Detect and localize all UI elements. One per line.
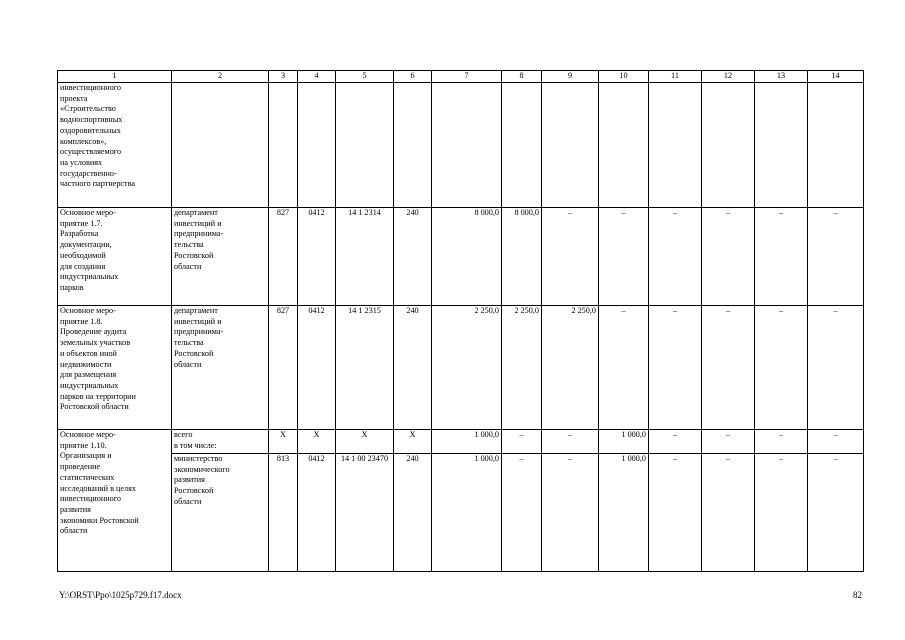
amount-year [599, 83, 649, 208]
csr-code: 14 1 2315 [336, 306, 394, 430]
grbs-code: 827 [269, 208, 298, 306]
table-row [58, 83, 864, 208]
responsible-executor: всего в том числе: [172, 430, 269, 454]
responsible-executor [172, 83, 269, 208]
column-number-row [58, 71, 864, 83]
amount-total: 1 000,0 [432, 454, 502, 572]
vr-code: 240 [394, 454, 432, 572]
amount-total: 2 250,0 [432, 306, 502, 430]
amount-year: – [599, 208, 649, 306]
table-row [58, 454, 864, 572]
budget-table [57, 70, 864, 572]
measure-description: инвестиционного проекта «Строительство водноспортивных оздоровительных комплексов», осуществляемого на условиях государственно- частного партнерства [58, 83, 172, 208]
amount-year: – [702, 430, 755, 454]
amount-year: – [649, 208, 702, 306]
grbs-code: X [269, 430, 298, 454]
amount-year: – [649, 454, 702, 572]
col-number: 12 [702, 71, 755, 83]
grbs-code: 813 [269, 454, 298, 572]
amount-year: – [755, 430, 808, 454]
amount-year: – [502, 430, 542, 454]
amount-year: – [755, 454, 808, 572]
amount-year: 1 000,0 [599, 454, 649, 572]
amount-year [649, 83, 702, 208]
responsible-executor: министерство экономического развития Ростовской области [172, 454, 269, 572]
amount-year: – [649, 306, 702, 430]
amount-year: 2 250,0 [502, 306, 542, 430]
document-page [57, 70, 864, 572]
col-number: 9 [542, 71, 599, 83]
csr-code: 14 1 00 23470 [336, 454, 394, 572]
col-number: 2 [172, 71, 269, 83]
amount-year: – [702, 306, 755, 430]
amount-year: 1 000,0 [599, 430, 649, 454]
csr-code: 14 1 2314 [336, 208, 394, 306]
amount-year: – [702, 454, 755, 572]
col-number: 3 [269, 71, 298, 83]
amount-year: 2 250,0 [542, 306, 599, 430]
col-number: 11 [649, 71, 702, 83]
measure-description: Основное меро- приятие 1.8. Проведение аудита земельных участков и объектов иной недвижимости для размещения индустриальных парков на территории Ростовской области [58, 306, 172, 430]
col-number: 5 [336, 71, 394, 83]
rz-pr-code: 0412 [298, 306, 336, 430]
amount-total: 8 000,0 [432, 208, 502, 306]
col-number: 1 [58, 71, 172, 83]
col-number: 4 [298, 71, 336, 83]
csr-code: X [336, 430, 394, 454]
amount-year: – [808, 306, 864, 430]
amount-year: – [808, 430, 864, 454]
amount-year: – [542, 454, 599, 572]
page-number: 82 [853, 590, 862, 600]
rz-pr-code: 0412 [298, 208, 336, 306]
rz-pr-code [298, 83, 336, 208]
footer-file-path: Y:\ORST\Ppo\1025p729.f17.docx [59, 590, 182, 600]
amount-year: – [502, 454, 542, 572]
amount-year: – [808, 454, 864, 572]
rz-pr-code: 0412 [298, 454, 336, 572]
vr-code: X [394, 430, 432, 454]
amount-total [432, 83, 502, 208]
amount-year [702, 83, 755, 208]
amount-year: – [542, 208, 599, 306]
amount-year: – [755, 208, 808, 306]
amount-year: 8 000,0 [502, 208, 542, 306]
measure-description: Основное меро- приятие 1.7. Разработка документации, необходимой для создания индустриальных парков [58, 208, 172, 306]
table-row [58, 430, 864, 454]
amount-year: – [702, 208, 755, 306]
amount-year [755, 83, 808, 208]
rz-pr-code: X [298, 430, 336, 454]
amount-year: – [649, 430, 702, 454]
amount-year: – [808, 208, 864, 306]
vr-code: 240 [394, 208, 432, 306]
grbs-code [269, 83, 298, 208]
col-number: 10 [599, 71, 649, 83]
amount-year: – [599, 306, 649, 430]
col-number: 13 [755, 71, 808, 83]
col-number: 14 [808, 71, 864, 83]
vr-code: 240 [394, 306, 432, 430]
amount-year: – [755, 306, 808, 430]
table-row [58, 208, 864, 306]
table-row [58, 306, 864, 430]
col-number: 6 [394, 71, 432, 83]
col-number: 7 [432, 71, 502, 83]
amount-year [502, 83, 542, 208]
amount-year: – [542, 430, 599, 454]
csr-code [336, 83, 394, 208]
responsible-executor: департамент инвестиций и предпринима- тельства Ростовской области [172, 208, 269, 306]
grbs-code: 827 [269, 306, 298, 430]
col-number: 8 [502, 71, 542, 83]
responsible-executor: департамент инвестиций и предпринима- тельства Ростовской области [172, 306, 269, 430]
amount-year [542, 83, 599, 208]
amount-total: 1 000,0 [432, 430, 502, 454]
measure-description: Основное меро- приятие 1.10. Организация и проведение статистических исследований в целях инвестиционного развития экономики Ростовской области [58, 430, 172, 572]
vr-code [394, 83, 432, 208]
amount-year [808, 83, 864, 208]
